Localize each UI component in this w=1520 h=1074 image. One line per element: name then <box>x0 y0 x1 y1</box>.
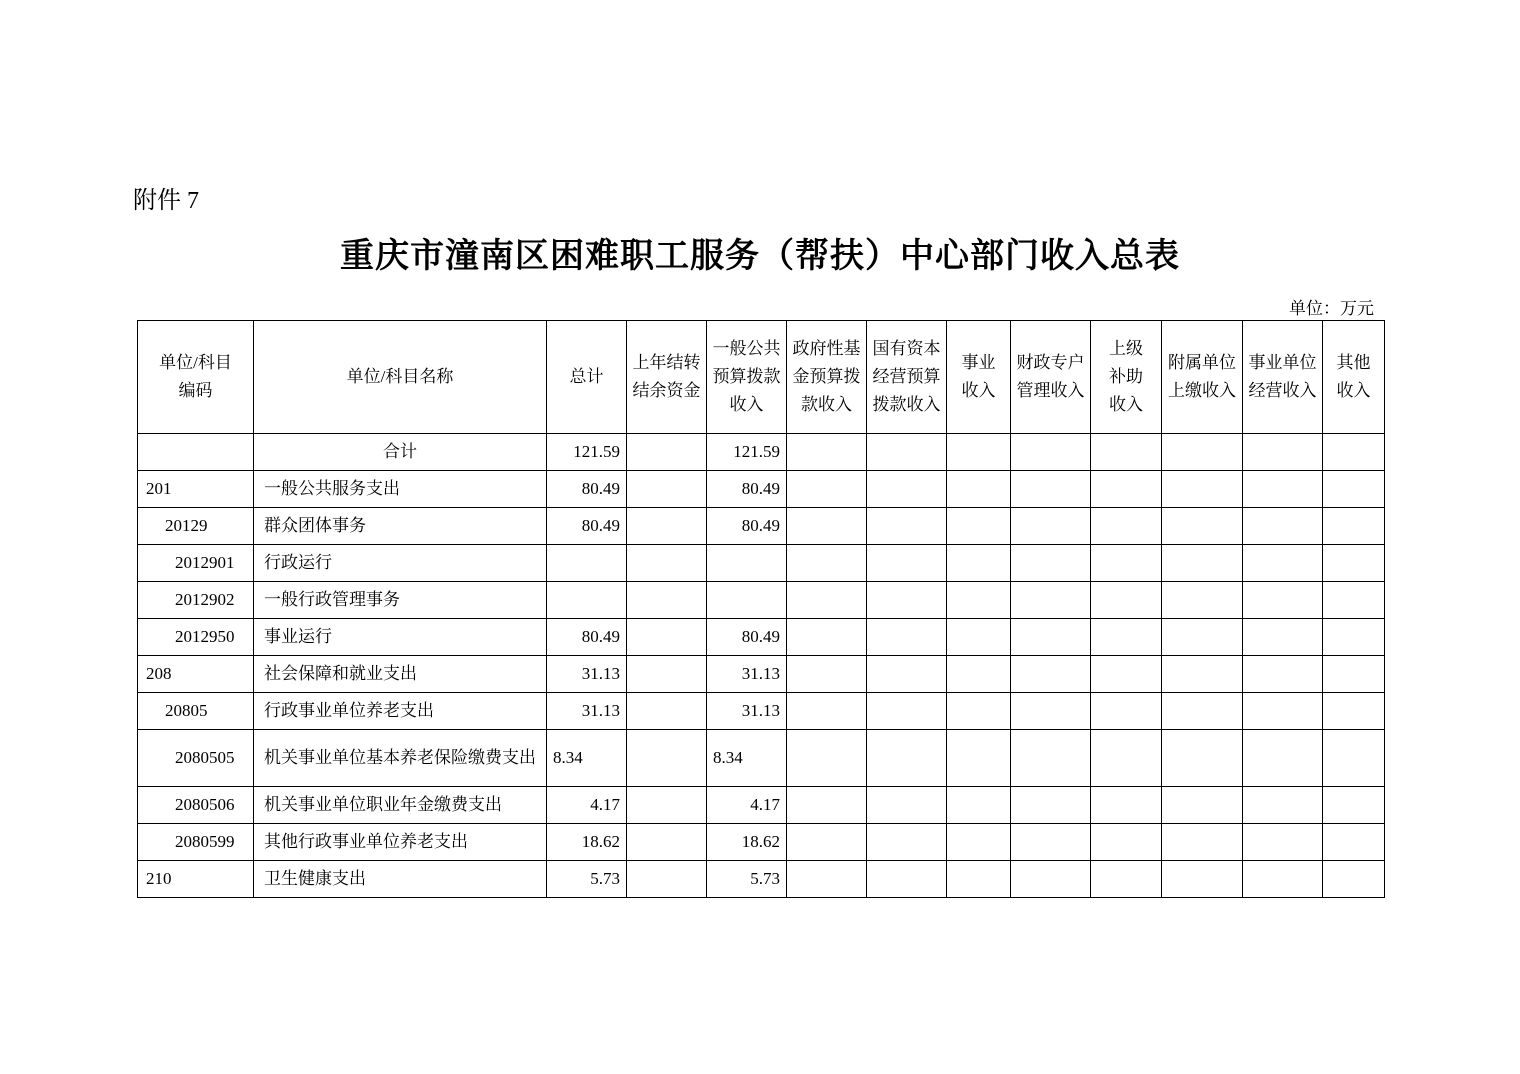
name-cell: 其他行政事业单位养老支出 <box>254 824 547 861</box>
empty-cell <box>787 434 867 471</box>
empty-cell <box>1011 824 1091 861</box>
name-cell: 机关事业单位职业年金缴费支出 <box>254 787 547 824</box>
name-cell: 事业运行 <box>254 619 547 656</box>
empty-cell <box>1091 508 1162 545</box>
empty-cell <box>787 787 867 824</box>
empty-cell <box>947 730 1011 787</box>
header-cell-code: 单位/科目编码 <box>138 321 254 434</box>
empty-cell <box>1162 824 1243 861</box>
empty-cell <box>867 824 947 861</box>
table-row <box>138 730 1385 787</box>
total-cell: 4.17 <box>547 787 627 824</box>
empty-cell <box>1162 508 1243 545</box>
empty-cell <box>947 434 1011 471</box>
empty-cell <box>1091 730 1162 787</box>
name-cell: 群众团体事务 <box>254 508 547 545</box>
empty-cell <box>1011 693 1091 730</box>
header-cell-special-account: 财政专户管理收入 <box>1011 321 1091 434</box>
empty-cell <box>1011 582 1091 619</box>
empty-cell <box>1011 434 1091 471</box>
name-cell: 机关事业单位基本养老保险缴费支出 <box>254 730 547 787</box>
empty-cell <box>1011 508 1091 545</box>
code-cell: 2012902 <box>138 582 254 619</box>
empty-cell <box>867 545 947 582</box>
empty-cell <box>787 508 867 545</box>
table-row <box>138 545 1385 582</box>
total-cell: 80.49 <box>547 508 627 545</box>
empty-cell <box>1162 693 1243 730</box>
attachment-label <box>133 180 199 215</box>
total-cell: 5.73 <box>547 861 627 898</box>
empty-cell <box>1323 861 1385 898</box>
table-row <box>138 582 1385 619</box>
total-cell <box>547 582 627 619</box>
empty-cell <box>1243 471 1323 508</box>
total-cell: 8.34 <box>547 730 627 787</box>
general-budget-cell: 80.49 <box>707 471 787 508</box>
empty-cell <box>1323 693 1385 730</box>
carryover-cell <box>627 824 707 861</box>
table-row <box>138 787 1385 824</box>
empty-cell <box>1162 434 1243 471</box>
empty-cell <box>1011 545 1091 582</box>
header-row <box>138 321 1385 434</box>
code-cell: 2080506 <box>138 787 254 824</box>
empty-cell <box>1243 582 1323 619</box>
empty-cell <box>787 582 867 619</box>
header-cell-state-capital: 国有资本经营预算拨款收入 <box>867 321 947 434</box>
general-budget-cell: 80.49 <box>707 508 787 545</box>
empty-cell <box>787 619 867 656</box>
table-row <box>138 693 1385 730</box>
carryover-cell <box>627 730 707 787</box>
empty-cell <box>1091 471 1162 508</box>
general-budget-cell: 31.13 <box>707 656 787 693</box>
general-budget-cell: 4.17 <box>707 787 787 824</box>
empty-cell <box>1323 656 1385 693</box>
carryover-cell <box>627 619 707 656</box>
empty-cell <box>867 508 947 545</box>
header-cell-total: 总计 <box>547 321 627 434</box>
general-budget-cell <box>707 545 787 582</box>
carryover-cell <box>627 787 707 824</box>
empty-cell <box>1011 656 1091 693</box>
empty-cell <box>1323 434 1385 471</box>
empty-cell <box>1162 787 1243 824</box>
empty-cell <box>867 861 947 898</box>
total-cell <box>547 545 627 582</box>
name-cell: 一般公共服务支出 <box>254 471 547 508</box>
total-cell: 18.62 <box>547 824 627 861</box>
table-row <box>138 471 1385 508</box>
empty-cell <box>787 471 867 508</box>
general-budget-cell: 80.49 <box>707 619 787 656</box>
carryover-cell <box>627 656 707 693</box>
total-cell: 80.49 <box>547 471 627 508</box>
empty-cell <box>1011 471 1091 508</box>
empty-cell <box>867 730 947 787</box>
empty-cell <box>1091 656 1162 693</box>
name-cell: 一般行政管理事务 <box>254 582 547 619</box>
total-cell: 121.59 <box>547 434 627 471</box>
empty-cell <box>1011 861 1091 898</box>
code-cell: 20805 <box>138 693 254 730</box>
attachment-number: 7 <box>187 188 199 214</box>
empty-cell <box>947 656 1011 693</box>
table-row <box>138 861 1385 898</box>
carryover-cell <box>627 434 707 471</box>
empty-cell <box>947 861 1011 898</box>
empty-cell <box>1243 508 1323 545</box>
empty-cell <box>1243 861 1323 898</box>
code-cell: 2012950 <box>138 619 254 656</box>
empty-cell <box>1091 619 1162 656</box>
empty-cell <box>1091 582 1162 619</box>
empty-cell <box>867 693 947 730</box>
empty-cell <box>1162 861 1243 898</box>
empty-cell <box>1323 619 1385 656</box>
empty-cell <box>947 619 1011 656</box>
empty-cell <box>1091 693 1162 730</box>
total-cell: 80.49 <box>547 619 627 656</box>
empty-cell <box>1091 545 1162 582</box>
total-cell: 31.13 <box>547 693 627 730</box>
header-cell-gov-fund: 政府性基金预算拨款收入 <box>787 321 867 434</box>
empty-cell <box>867 787 947 824</box>
empty-cell <box>1243 619 1323 656</box>
empty-cell <box>867 656 947 693</box>
empty-cell <box>1243 693 1323 730</box>
table-row <box>138 434 1385 471</box>
empty-cell <box>1162 656 1243 693</box>
empty-cell <box>1162 582 1243 619</box>
empty-cell <box>1011 787 1091 824</box>
code-cell: 2080599 <box>138 824 254 861</box>
carryover-cell <box>627 582 707 619</box>
name-cell: 行政运行 <box>254 545 547 582</box>
empty-cell <box>867 471 947 508</box>
general-budget-cell: 5.73 <box>707 861 787 898</box>
empty-cell <box>787 693 867 730</box>
general-budget-cell: 18.62 <box>707 824 787 861</box>
empty-cell <box>1323 471 1385 508</box>
name-cell: 社会保障和就业支出 <box>254 656 547 693</box>
header-cell-superior-subsidy: 上级补助收入 <box>1091 321 1162 434</box>
carryover-cell <box>627 693 707 730</box>
empty-cell <box>1243 824 1323 861</box>
name-cell: 合计 <box>254 434 547 471</box>
table-row <box>138 656 1385 693</box>
code-cell: 201 <box>138 471 254 508</box>
empty-cell <box>1162 545 1243 582</box>
empty-cell <box>1323 545 1385 582</box>
empty-cell <box>867 434 947 471</box>
header-cell-business-operation: 事业单位经营收入 <box>1243 321 1323 434</box>
empty-cell <box>1091 861 1162 898</box>
empty-cell <box>867 619 947 656</box>
empty-cell <box>947 693 1011 730</box>
table-row <box>138 508 1385 545</box>
header-cell-other: 其他收入 <box>1323 321 1385 434</box>
empty-cell <box>1162 730 1243 787</box>
empty-cell <box>1323 787 1385 824</box>
header-cell-name: 单位/科目名称 <box>254 321 547 434</box>
general-budget-cell <box>707 582 787 619</box>
empty-cell <box>867 582 947 619</box>
empty-cell <box>1243 787 1323 824</box>
empty-cell <box>1091 434 1162 471</box>
general-budget-cell: 31.13 <box>707 693 787 730</box>
general-budget-cell: 8.34 <box>707 730 787 787</box>
carryover-cell <box>627 508 707 545</box>
carryover-cell <box>627 545 707 582</box>
code-cell: 208 <box>138 656 254 693</box>
empty-cell <box>787 861 867 898</box>
header-cell-general-budget: 一般公共预算拨款收入 <box>707 321 787 434</box>
carryover-cell <box>627 471 707 508</box>
general-budget-cell: 121.59 <box>707 434 787 471</box>
empty-cell <box>1091 787 1162 824</box>
header-cell-business-income: 事业收入 <box>947 321 1011 434</box>
income-table <box>137 320 1385 898</box>
empty-cell <box>947 508 1011 545</box>
empty-cell <box>947 471 1011 508</box>
name-cell: 行政事业单位养老支出 <box>254 693 547 730</box>
empty-cell <box>947 582 1011 619</box>
code-cell: 210 <box>138 861 254 898</box>
code-cell <box>138 434 254 471</box>
empty-cell <box>947 545 1011 582</box>
code-cell: 20129 <box>138 508 254 545</box>
carryover-cell <box>627 861 707 898</box>
empty-cell <box>1162 619 1243 656</box>
empty-cell <box>1323 582 1385 619</box>
page-title: 重庆市潼南区困难职工服务（帮扶）中心部门收入总表 <box>340 236 1180 276</box>
empty-cell <box>787 730 867 787</box>
table-row <box>138 824 1385 861</box>
empty-cell <box>1011 730 1091 787</box>
empty-cell <box>1091 824 1162 861</box>
empty-cell <box>947 824 1011 861</box>
attachment-text: 附件 <box>133 186 181 214</box>
empty-cell <box>787 824 867 861</box>
empty-cell <box>1243 545 1323 582</box>
empty-cell <box>1323 824 1385 861</box>
empty-cell <box>1323 508 1385 545</box>
table-row <box>138 619 1385 656</box>
header-cell-carryover: 上年结转结余资金 <box>627 321 707 434</box>
code-cell: 2012901 <box>138 545 254 582</box>
empty-cell <box>787 656 867 693</box>
name-cell: 卫生健康支出 <box>254 861 547 898</box>
unit-label: 单位：万元 <box>1289 299 1374 319</box>
header-cell-affiliated: 附属单位上缴收入 <box>1162 321 1243 434</box>
empty-cell <box>1162 471 1243 508</box>
empty-cell <box>1243 434 1323 471</box>
code-cell: 2080505 <box>138 730 254 787</box>
empty-cell <box>947 787 1011 824</box>
empty-cell <box>1243 656 1323 693</box>
empty-cell <box>787 545 867 582</box>
total-cell: 31.13 <box>547 656 627 693</box>
empty-cell <box>1011 619 1091 656</box>
empty-cell <box>1243 730 1323 787</box>
empty-cell <box>1323 730 1385 787</box>
